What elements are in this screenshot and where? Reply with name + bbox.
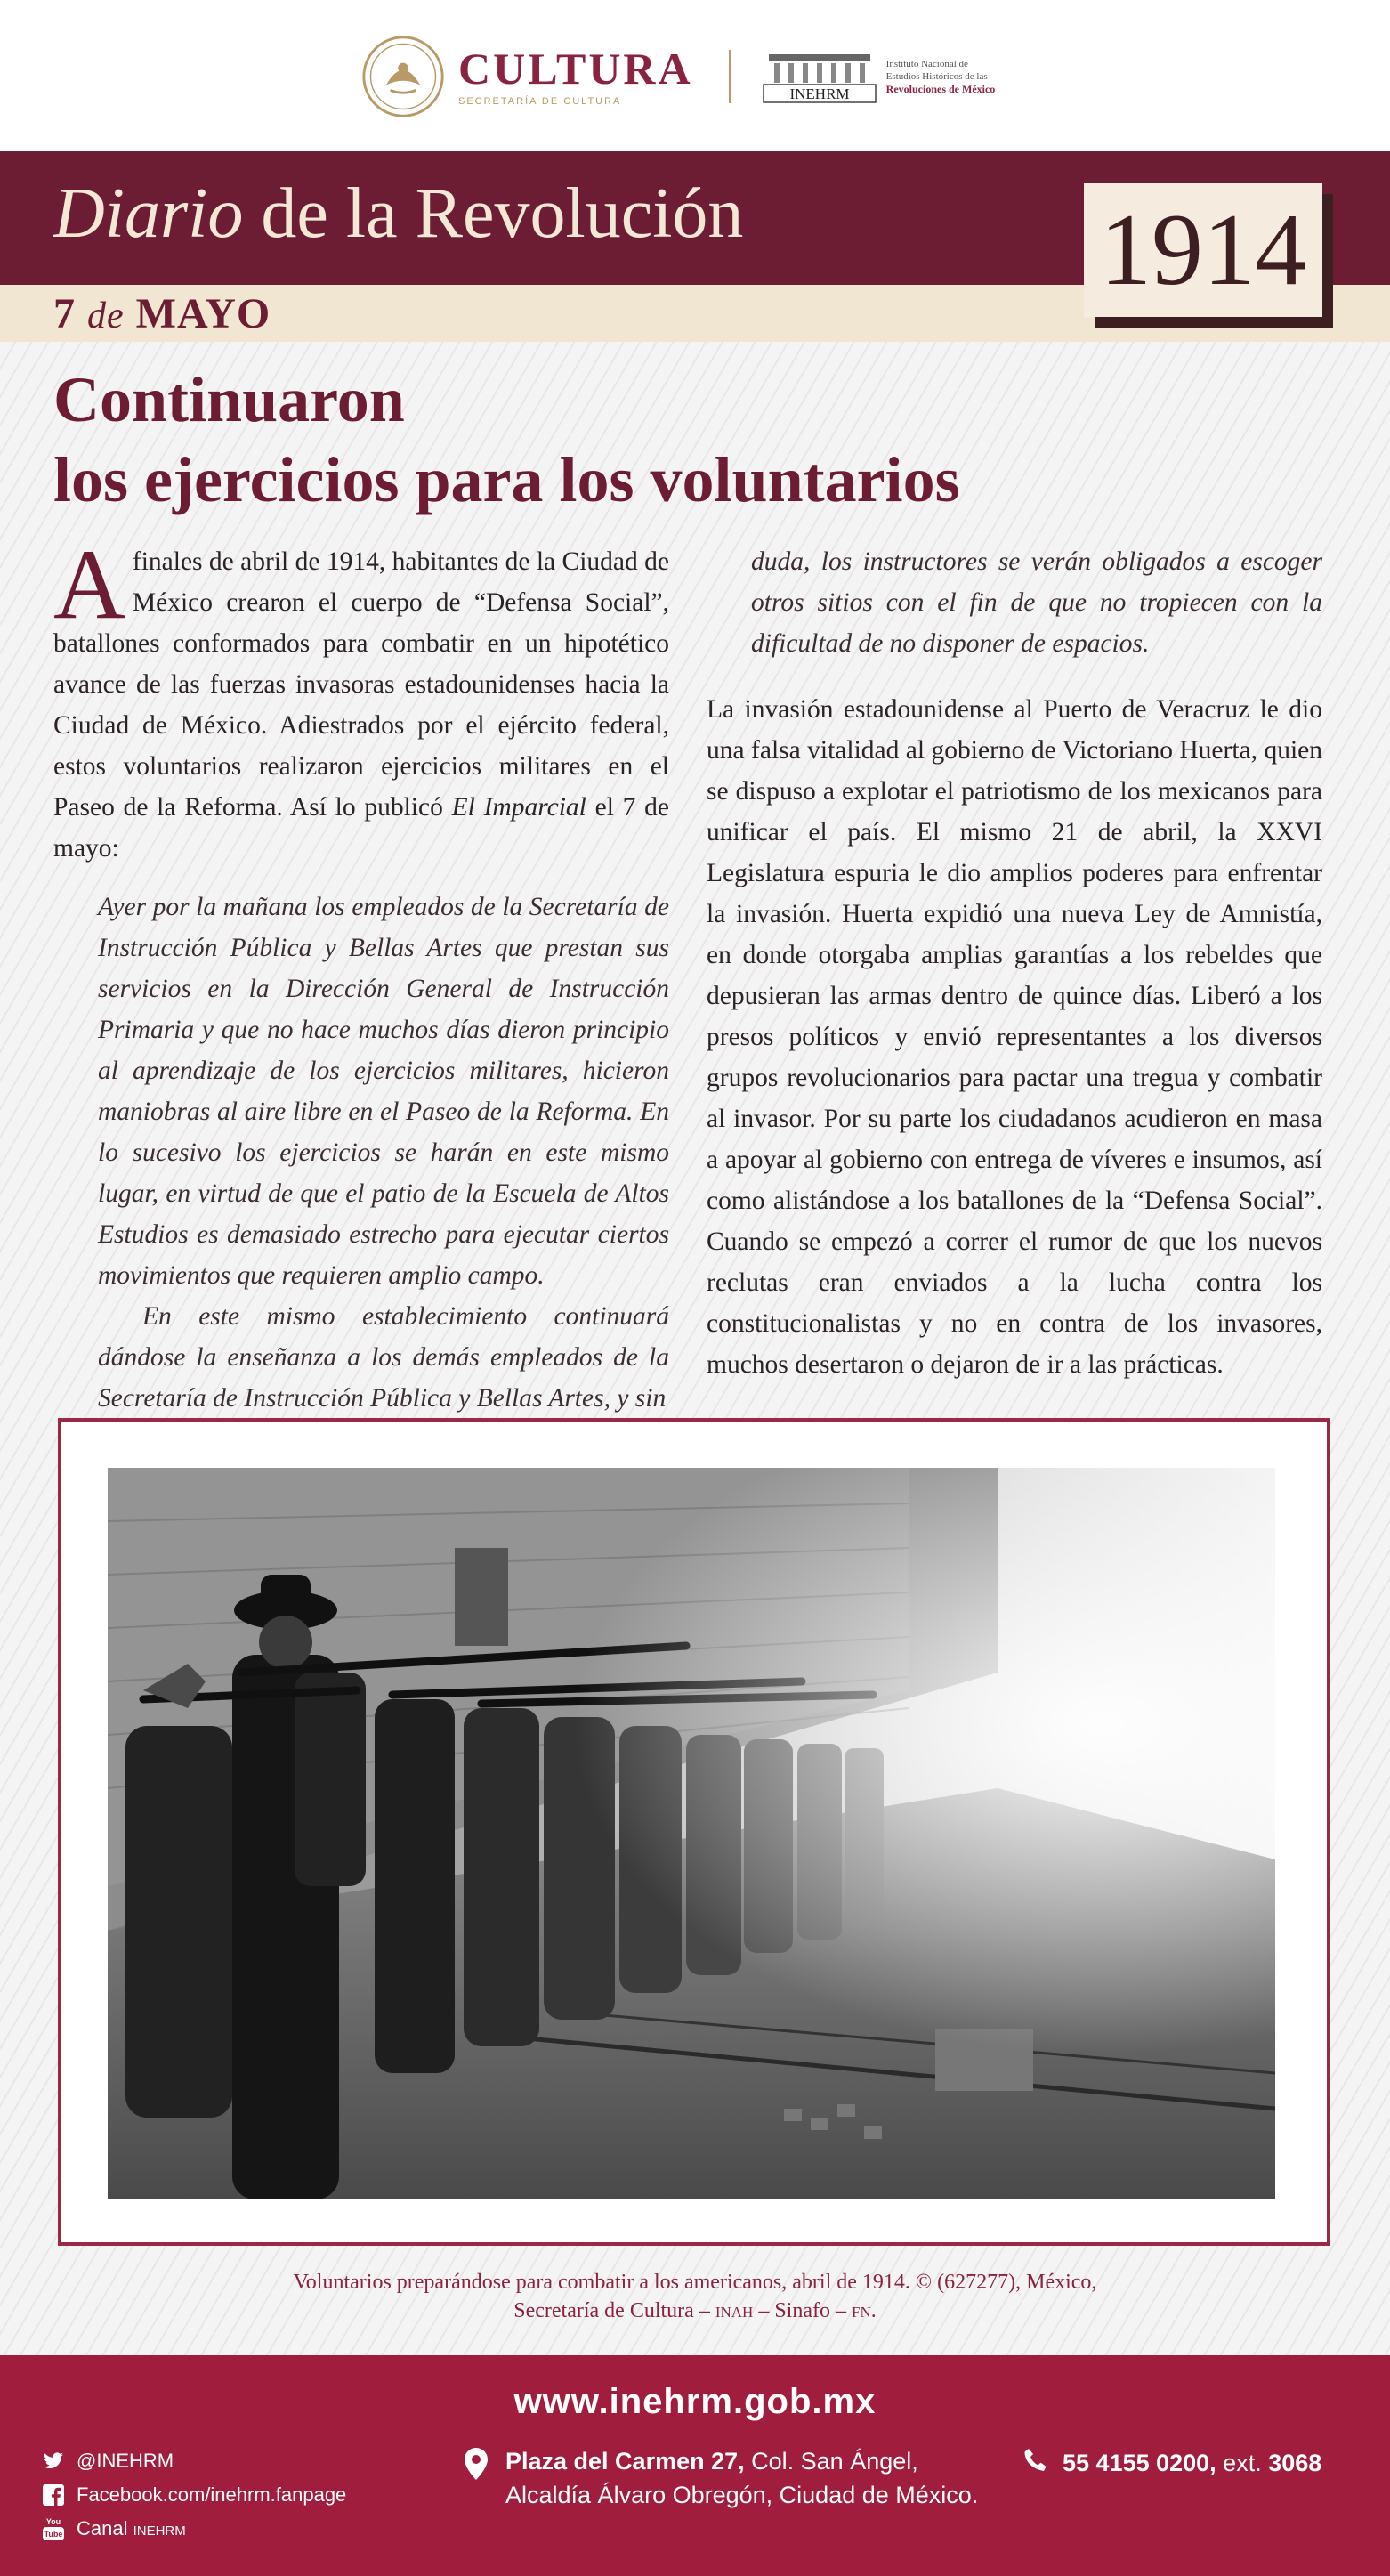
youtube-link[interactable]: You Tube Canal inehrm [41, 2512, 346, 2546]
photo-caption: Voluntarios preparándose para combatir a los americanos, abril de 1914. © (627277), México, Secretaría de Cultura – inah – Sinafo – fn. [293, 2271, 1097, 2322]
location-pin-icon [465, 2448, 491, 2512]
quote-paragraph-1: Ayer por la mañana los empleados de la Secretaría de Instrucción Pública y Bellas Artes que prestan sus servicios en la Dirección General de Instrucción Primaria y que no hace muchos días dieron principio al aprendizaje de los ejercicios militares, hicieron maniobras al aire libre en el Paseo de la Reforma. En lo sucesivo los ejercicios se harán en este mismo lugar, en virtud de que el patio de la Escuela de Altos Estudios es demasiado estrecho para ejecutar ciertos movimientos que requieren amplio campo. [98, 893, 669, 1290]
svg-text:Tube: Tube [44, 2530, 63, 2539]
phone-block[interactable]: 55 4155 0200, ext. 3068 [1023, 2448, 1321, 2479]
logo-group [360, 32, 995, 121]
quote-paragraph-3: duda, los instructores se verán obligados a escoger otros sitios con el fin de que no tropiecen con la dificultad de no disponer de espacios. [751, 547, 1322, 658]
twitter-icon [41, 2449, 66, 2474]
issue-date: 7 de MAYO [53, 290, 271, 337]
headline: Continuaron los ejercicios para los voluntarios [53, 364, 960, 515]
inehrm-logo-text: INEHRM [789, 85, 850, 102]
footer [0, 2355, 1390, 2576]
phone-icon [1023, 2448, 1050, 2479]
photo-frame [58, 1418, 1330, 2246]
top-logo-bar [0, 0, 1390, 151]
article-paragraph-1: A finales de abril de 1914, habitantes de la Ciudad de México crearon el cuerpo de “Defensa Social”, batallones conformados para combatir en un hipotético avance de las fuerzas invasoras estadounidenses hacia la Ciudad de México. Adiestrados por el ejército federal, estos voluntarios realizaron ejercicios militares en el Paseo de la Reforma. Así lo publicó El Imparcial el 7 de mayo: [53, 530, 670, 863]
youtube-icon [41, 2516, 66, 2541]
historic-photo [108, 1468, 1275, 2199]
mexico-seal-icon [360, 34, 446, 119]
address-block [465, 2444, 978, 2512]
website-link[interactable]: www.inehrm.gob.mx [513, 2382, 877, 2421]
cultura-logo [458, 46, 693, 107]
drop-cap: A [53, 530, 125, 640]
social-links [41, 2444, 346, 2546]
cultura-subtitle: SECRETARÍA DE CULTURA [458, 96, 622, 107]
inehrm-logo-icon [762, 49, 877, 104]
quote-paragraph-2: En este mismo establecimiento continuará dándose la enseñanza a los demás empleados de la Secretaría de Instrucción Pública y Bellas Artes, y sin [98, 1302, 669, 1413]
diario-title: Diario de la Revolución [53, 174, 744, 253]
facebook-link[interactable]: Facebook.com/inehrm.fanpage [41, 2478, 346, 2512]
inehrm-name: Instituto Nacional de Estudios Históricos de las Revoluciones de México [885, 59, 996, 95]
cultura-wordmark: CULTURA [458, 44, 693, 93]
svg-text:You: You [45, 2517, 61, 2526]
twitter-link[interactable]: @INEHRM [41, 2444, 346, 2478]
year-box [1084, 183, 1322, 317]
facebook-icon [41, 2483, 66, 2507]
article-paragraph-2: La invasión estadounidense al Puerto de Veracruz le dio una falsa vitalidad al gobierno de Victoriano Huerta, quien se dispuso a explotar el patriotismo de los mexicanos para unificar el país. El mismo 21 de abril, la XXVI Legislatura espuria le dio amplios poderes para enfrentar la invasión. Huerta expidió una nueva Ley de Amnistía, en donde otorgaba amplias garantías a los rebeldes que depusieran las armas dentro de quince días. Liberó a los presos políticos y envió representantes a los diversos grupos revolucionarios para pactar una tregua y combatir al invasor. Por su parte los ciudadanos acudieron en masa a apoyar al gobierno con entrega de víveres e insumos, así como alistándose a los batallones de la “Defensa Social”. Cuando se empezó a correr el rumor de que los nuevos reclutas eran enviados a la lucha contra los constitucionalistas y no en contra de los invasores, muchos desertaron o dejaron de ir a las prácticas. [707, 695, 1322, 1379]
article-column-left [53, 530, 670, 1419]
year-label: 1914 [1100, 193, 1306, 307]
article-column-right [707, 541, 1322, 1385]
logo-divider [729, 50, 731, 103]
address-text: Plaza del Carmen 27, Col. San Ángel, Alcaldía Álvaro Obregón, Ciudad de México. [505, 2448, 979, 2508]
